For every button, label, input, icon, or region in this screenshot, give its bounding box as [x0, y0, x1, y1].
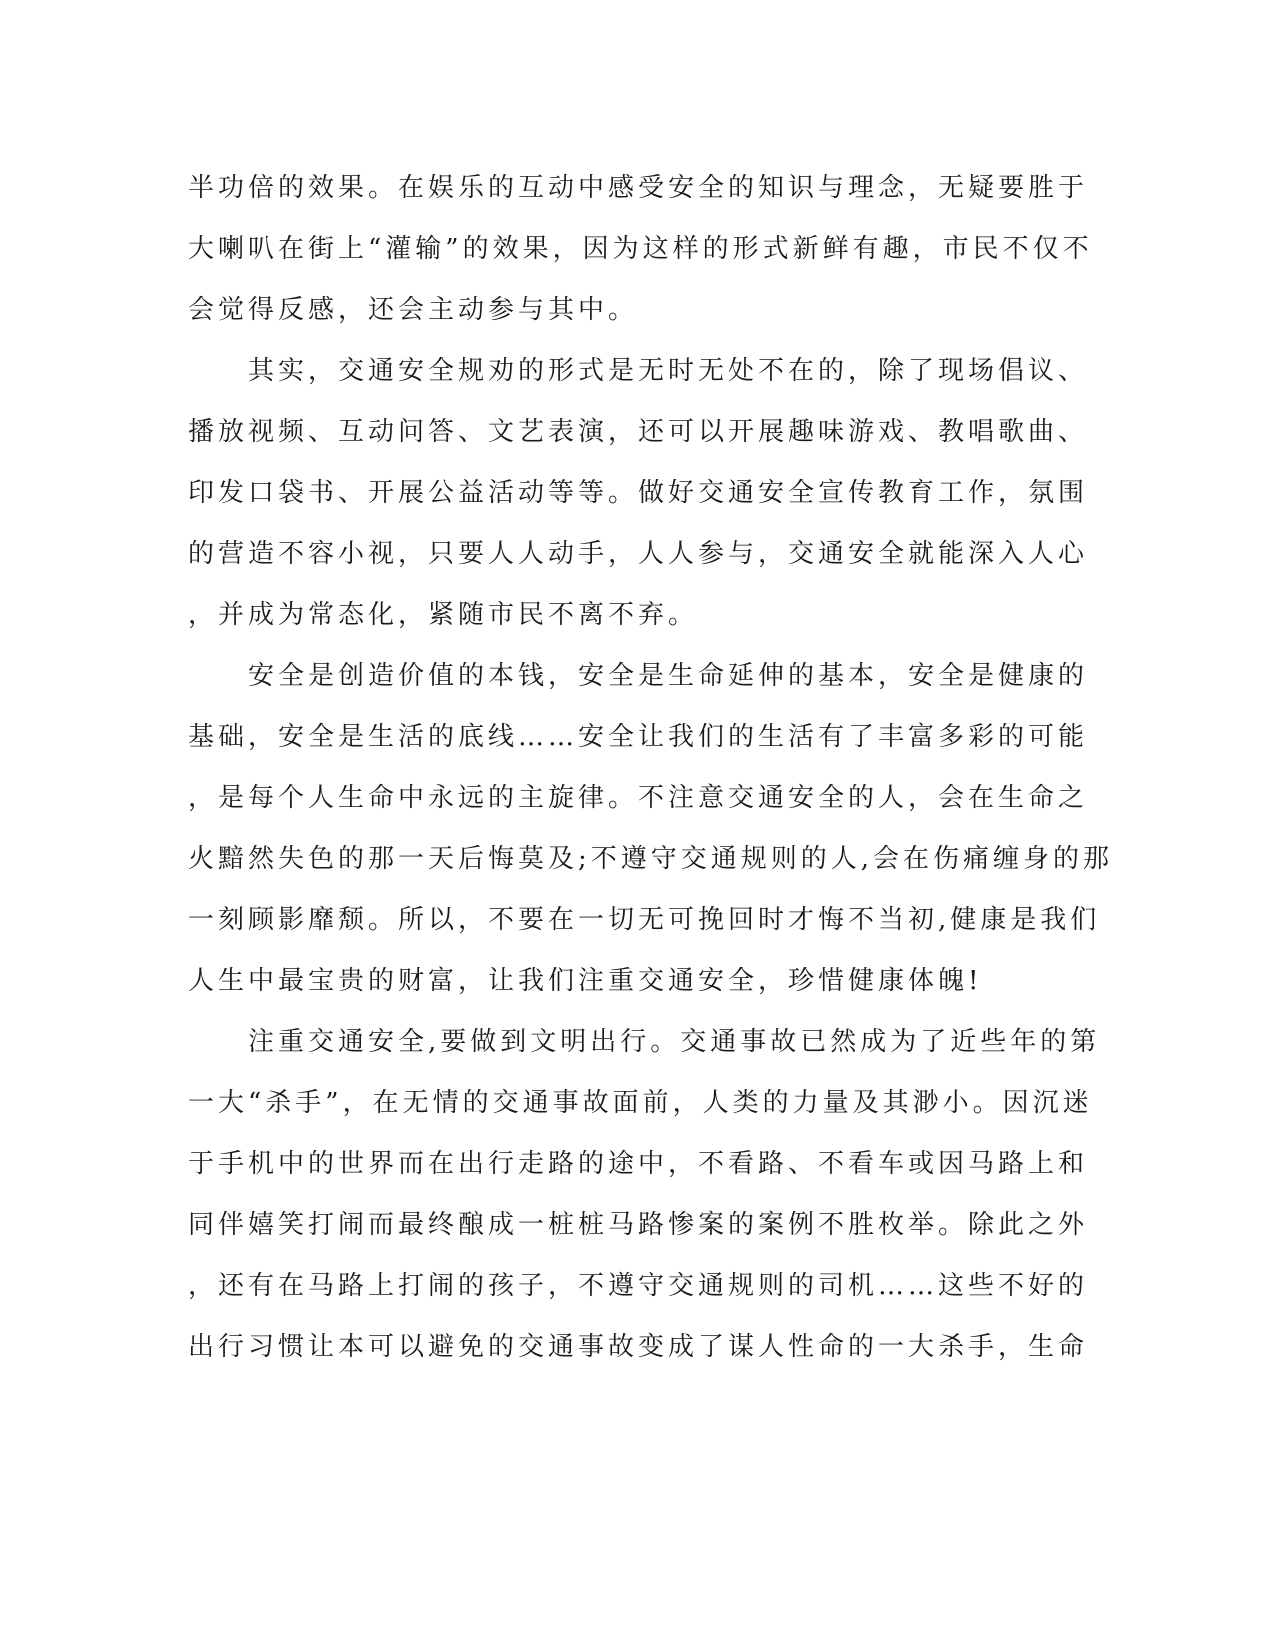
text-line: ，并成为常态化，紧随市民不离不弃。 [188, 600, 699, 630]
text-line: 半功倍的效果。在娱乐的互动中感受安全的知识与理念，无疑要胜于 [188, 173, 1089, 203]
text-line: 火黯然失色的那一天后悔莫及;不遵守交通规则的人,会在伤痛缠身的那 [188, 844, 1114, 874]
text-line: 大喇叭在街上“灌输”的效果，因为这样的形式新鲜有趣，市民不仅不 [188, 234, 1093, 264]
text-line: 同伴嬉笑打闹而最终酿成一桩桩马路惨案的案例不胜枚举。除此之外 [188, 1210, 1089, 1240]
paragraph [188, 158, 1093, 341]
text-line: ，还有在马路上打闹的孩子，不遵守交通规则的司机……这些不好的 [188, 1271, 1089, 1301]
paragraph [188, 1012, 1101, 1378]
text-line: 注重交通安全,要做到文明出行。交通事故已然成为了近些年的第 [188, 1027, 1101, 1057]
text-line: 于手机中的世界而在出行走路的途中，不看路、不看车或因马路上和 [188, 1149, 1089, 1179]
text-line: 的营造不容小视，只要人人动手，人人参与，交通安全就能深入人心 [188, 539, 1089, 569]
document-body [188, 158, 1114, 1378]
text-line: 安全是创造价值的本钱，安全是生命延伸的基本，安全是健康的 [188, 661, 1089, 691]
text-line: 其实，交通安全规劝的形式是无时无处不在的，除了现场倡议、 [188, 356, 1089, 386]
text-line: ，是每个人生命中永远的主旋律。不注意交通安全的人，会在生命之 [188, 783, 1089, 813]
text-line: 印发口袋书、开展公益活动等等。做好交通安全宣传教育工作，氛围 [188, 478, 1089, 508]
paragraph [188, 646, 1114, 1012]
paragraph [188, 341, 1088, 646]
text-line: 人生中最宝贵的财富，让我们注重交通安全，珍惜健康体魄! [188, 966, 983, 996]
text-line: 出行习惯让本可以避免的交通事故变成了谋人性命的一大杀手，生命 [188, 1332, 1089, 1362]
text-line: 一刻顾影靡颓。所以，不要在一切无可挽回时才悔不当初,健康是我们 [188, 905, 1101, 935]
text-line: 会觉得反感，还会主动参与其中。 [188, 295, 639, 325]
text-line: 一大“杀手”，在无情的交通事故面前，人类的力量及其渺小。因沉迷 [188, 1088, 1093, 1118]
text-line: 播放视频、互动问答、文艺表演，还可以开展趣味游戏、教唱歌曲、 [188, 417, 1089, 447]
text-line: 基础，安全是生活的底线……安全让我们的生活有了丰富多彩的可能 [188, 722, 1089, 752]
